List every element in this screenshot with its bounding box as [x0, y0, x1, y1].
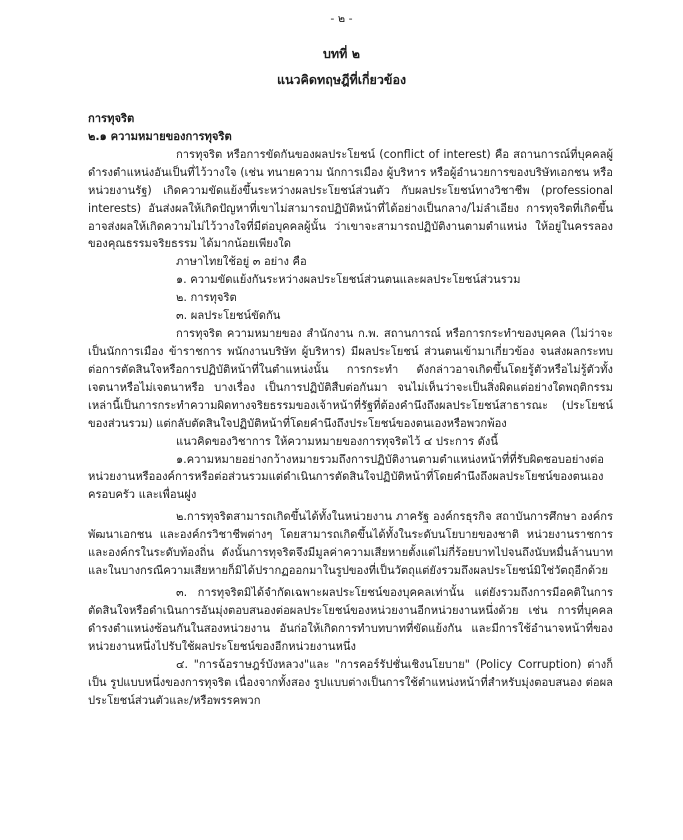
usage-list-item: ๑. ความขัดแย้งกันระหว่างผลประโยชน์ส่วนตนและผลประโยชน์ส่วนรวม — [176, 273, 521, 287]
academic-item-4: ๔. "การฉ้อราษฎร์บังหลวง"และ "การคอร์รัปชั่นเชิงนโยบาย" (Policy Corruption) ต่างก็เป็น รูปแบบหนึ่งของการทุจริต เนื่องจากทั้งสอง รูปแบบต่างเป็นการใช้ตำแหน่งหน้าที่สำหรับมุ่งตอบสนอง ต่อผลประโยชน์ส่วนตัวและ/หรือพรรคพวก — [88, 657, 613, 707]
usage-list-item: ๓. ผลประโยชน์ขัดกัน — [176, 309, 281, 323]
paragraph-definition: การทุจริต หรือการขัดกันของผลประโยชน์ (conflict of interest) คือ สถานการณ์ที่บุคคลผู้ดำรงตำแหน่งอันเป็นที่ไว้วางใจ (เช่น ทนายความ นักการเมือง ผู้บริหาร หรือผู้อำนวยการของบริษัทเอกชน หรือหน่วยงานรัฐ) เกิดความขัดแย้งขึ้นระหว่างผลประโยชน์ส่วนตัว กับผลประโยชน์ทางวิชาชีพ (professional interests) อันส่งผลให้เกิดปัญหาที่เขาไม่สามารถปฏิบัติหน้าที่ได้อย่างเป็นกลาง/ไม่ลำเอียง การทุจริตที่เกิดขึ้นอาจส่งผลให้เกิดความไม่ไว้วางใจที่มีต่อบุคคลผู้นั้น ว่าเขาจะสามารถปฏิบัติงานตามตำแหน่ง ให้อยู่ในครรลองของคุณธรรมจริยธรรม ได้มากน้อยเพียงใด — [88, 147, 613, 251]
thai-usage-intro: ภาษาไทยใช้อยู่ ๓ อย่าง คือ — [176, 255, 307, 269]
academic-item-2: ๒.การทุจริตสามารถเกิดขึ้นได้ทั้งในหน่วยงาน ภาครัฐ องค์กรธุรกิจ สถาบันการศึกษา องค์กรพัฒนาเอกชน และองค์กรวิชาชีพต่างๆ โดยสามารถเกิดขึ้นได้ทั้งในระดับนโยบายของชาติ หน่วยงานราชการและองค์กรในระดับท้องถิ่น ดังนั้นการทุจริตจึงมีมูลค่าความเสียหายตั้งแต่ไม่กี่ร้อยบาทไปจนถึงนับหมื่นล้านบาท และในบางกรณีความเสียหายก็มิได้ปรากฏออกมาในรูปของที่เป็นวัตถุแต่ยังรวมถึงผลประโยชน์มิใช่วัตถุอีกด้วย — [88, 510, 613, 578]
chapter-number: บทที่ ๒ — [322, 46, 360, 61]
academic-item-3: ๓. การทุจริตมิได้จำกัดเฉพาะผลประโยชน์ของบุคคลเท่านั้น แต่ยังรวมถึงการมีอคติในการตัดสินใจหรือดำเนินการอันมุ่งตอบสนองต่อผลประโยชน์ของหน่วยงานอีกหน่วยงานหนึ่งด้วย เช่น การที่บุคคลดำรงตำแหน่งซ้อนกันในสองหน่วยงาน อันก่อให้เกิดการทำบทบาทที่ขัดแย้งกัน และมีการใช้อำนาจหน้าที่ของหน่วยงานหนึ่งไปรับใช้ผลประโยชน์ของอีกหน่วยงานหนึ่ง — [88, 585, 613, 653]
paragraph-ocsc-definition: การทุจริต ความหมายของ สำนักงาน ก.พ. สถานการณ์ หรือการกระทำของบุคคล (ไม่ว่าจะเป็นนักการเมือง ข้าราชการ พนักงานบริษัท ผู้บริหาร) มีผลประโยชน์ ส่วนตนเข้ามาเกี่ยวข้อง จนส่งผลกระทบต่อการตัดสินใจหรือการปฏิบัติหน้าที่ในตำแหน่งนั้น การกระทำ ดังกล่าวอาจเกิดขึ้นโดยรู้ตัวหรือไม่รู้ตัวทั้งเจตนาหรือไม่เจตนาหรือ บางเรื่อง เป็นการปฏิบัติสืบต่อกันมา จนไม่เห็นว่าจะเป็นสิ่งผิดแต่อย่างใดพฤติกรรมเหล่านี้เป็นการกระทำความผิดทางจริยธรรมของเจ้าหน้าที่รัฐที่ต้องคำนึงถึงผลประโยชน์สาธารณะ (ประโยชน์ของส่วนรวม) แต่กลับตัดสินใจปฏิบัติหน้าที่โดยคำนึงถึงประโยชน์ของตนเองหรือพวกพ้อง — [88, 327, 613, 430]
section-heading: การทุจริต — [88, 112, 135, 125]
academic-item-1: ๑.ความหมายอย่างกว้างหมายรวมถึงการปฏิบัติงานตามตำแหน่งหน้าที่ที่รับผิดชอบอย่างต่อหน่วยงานหรือองค์การหรือต่อส่วนรวมแต่ดำเนินการตัดสินใจปฏิบัติหน้าที่โดยคำนึงถึงผลประโยชน์ของตนเองครอบครัว และเพื่อนฝูง — [88, 452, 604, 502]
page-number: - ๒ - — [330, 12, 353, 25]
paragraph-academic-intro: แนวคิดของวิชาการ ให้ความหมายของการทุจริตไว้ ๔ ประการ ดังนี้ — [176, 434, 499, 448]
document-body — [88, 110, 613, 709]
usage-list-item: ๒. การทุจริต — [176, 291, 237, 305]
subsection-heading: ๒.๑ ความหมายของการทุจริต — [88, 129, 232, 143]
chapter-title: แนวคิดทฤษฎีที่เกี่ยวข้อง — [276, 72, 407, 87]
